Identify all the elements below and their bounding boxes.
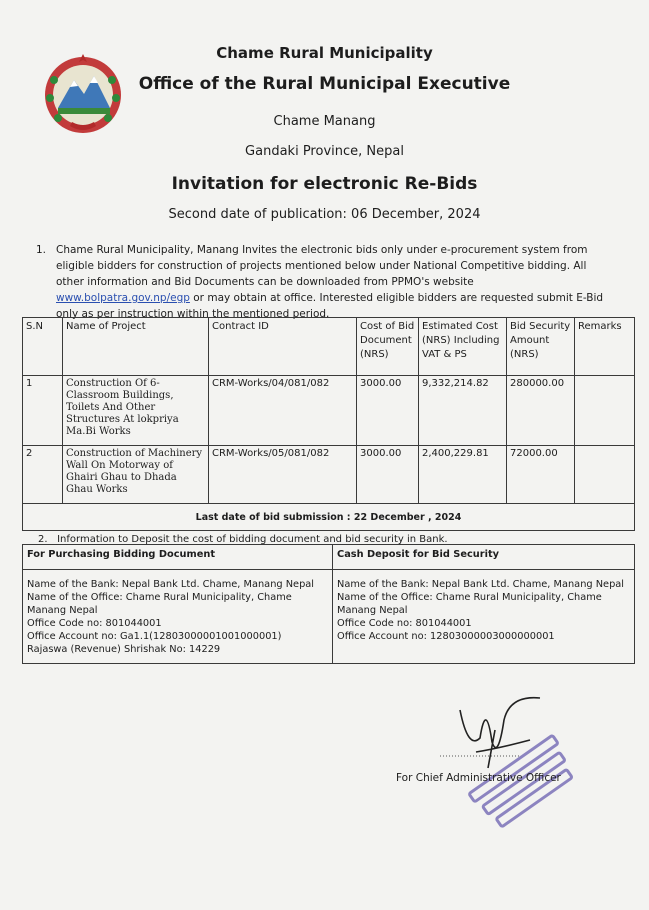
table-header-row xyxy=(23,318,635,376)
bank-line: Name of the Office: Chame Rural Municipality, Chame Manang Nepal xyxy=(337,592,602,616)
province-name: Gandaki Province, Nepal xyxy=(245,144,404,159)
cell-contract: CRM-Works/05/081/082 xyxy=(209,446,357,504)
bid-table xyxy=(22,317,635,531)
bank-table xyxy=(22,544,635,664)
municipality-name: Chame Rural Municipality xyxy=(216,44,433,62)
last-date-row xyxy=(23,504,635,531)
cell-security: 72000.00 xyxy=(507,446,575,504)
bank-line: Office Account no: Ga1.1(12803000001001000001) xyxy=(27,631,282,642)
paragraph-text: Chame Rural Municipality, Manang Invites the electronic bids only under e-procurement system from eligible bidders for construction of projects mentioned below under National Competitive bidding. All other information and Bid Documents can be downloaded from PPMO's website xyxy=(56,244,588,288)
cell-estimate: 9,332,214.82 xyxy=(419,376,507,446)
bank-left-header: For Purchasing Bidding Document xyxy=(23,545,333,570)
paragraph-text: Information to Deposit the cost of bidding document and bid security in Bank. xyxy=(57,534,448,545)
cell-security: 280000.00 xyxy=(507,376,575,446)
ppmo-link[interactable]: www.bolpatra.gov.np/egp xyxy=(56,292,190,304)
cell-project: Construction Of 6-Classroom Buildings, Toilets And Other Structures At lokpriya Ma.Bi Works xyxy=(63,376,209,446)
header-contract: Contract ID xyxy=(209,318,357,376)
office-name: Office of the Rural Municipal Executive xyxy=(138,74,511,94)
bank-line: Name of the Bank: Nepal Bank Ltd. Chame, Manang Nepal xyxy=(27,579,315,590)
header-cost: Cost of Bid Document (NRS) xyxy=(357,318,419,376)
publication-date: Second date of publication: 06 December, 2024 xyxy=(168,207,481,222)
cell-cost: 3000.00 xyxy=(357,446,419,504)
last-date: Last date of bid submission : 22 December , 2024 xyxy=(23,504,635,531)
header-project: Name of Project xyxy=(63,318,209,376)
place-name: Chame Manang xyxy=(273,114,376,129)
bank-header-row xyxy=(23,545,635,570)
table-row xyxy=(23,446,635,504)
cell-project: Construction of Machinery Wall On Motorway of Ghairi Ghau to Dhada Ghau Works xyxy=(63,446,209,504)
paragraph-number: 2. xyxy=(38,534,48,545)
bank-line: Office Code no: 801044001 xyxy=(27,618,162,629)
bank-line: Office Account no: 12803000003000000001 xyxy=(337,631,555,642)
bank-line: Name of the Office: Chame Rural Municipality, Chame Manang Nepal xyxy=(27,592,292,616)
header-sn: S.N xyxy=(23,318,63,376)
header-estimate: Estimated Cost (NRS) Including VAT & PS xyxy=(419,318,507,376)
document-title: Invitation for electronic Re-Bids xyxy=(171,174,478,194)
cell-contract: CRM-Works/04/081/082 xyxy=(209,376,357,446)
paragraph-text-end: or may obtain at office. Interested eligible bidders are requested submit E-Bid only as per instruction within the mentioned period. xyxy=(56,292,604,320)
bank-line: Office Code no: 801044001 xyxy=(337,618,472,629)
header-remarks: Remarks xyxy=(575,318,635,376)
bank-line: Rajaswa (Revenue) Shrishak No: 14229 xyxy=(27,644,221,655)
cell-remarks xyxy=(575,376,635,446)
table-row xyxy=(23,376,635,446)
signer-title: For Chief Administrative Officer xyxy=(396,772,561,784)
bank-right-header: Cash Deposit for Bid Security xyxy=(333,545,635,570)
signature-icon xyxy=(440,690,550,770)
bank-body-row xyxy=(23,570,635,664)
bank-line: Name of the Bank: Nepal Bank Ltd. Chame, Manang Nepal xyxy=(337,579,625,590)
cell-remarks xyxy=(575,446,635,504)
bank-left-details xyxy=(23,570,333,664)
header-security: Bid Security Amount (NRS) xyxy=(507,318,575,376)
cell-cost: 3000.00 xyxy=(357,376,419,446)
cell-sn: 2 xyxy=(23,446,63,504)
cell-estimate: 2,400,229.81 xyxy=(419,446,507,504)
cell-sn: 1 xyxy=(23,376,63,446)
paragraph-number: 1. xyxy=(36,244,47,256)
bank-right-details xyxy=(333,570,635,664)
paragraph-1 xyxy=(36,230,608,322)
